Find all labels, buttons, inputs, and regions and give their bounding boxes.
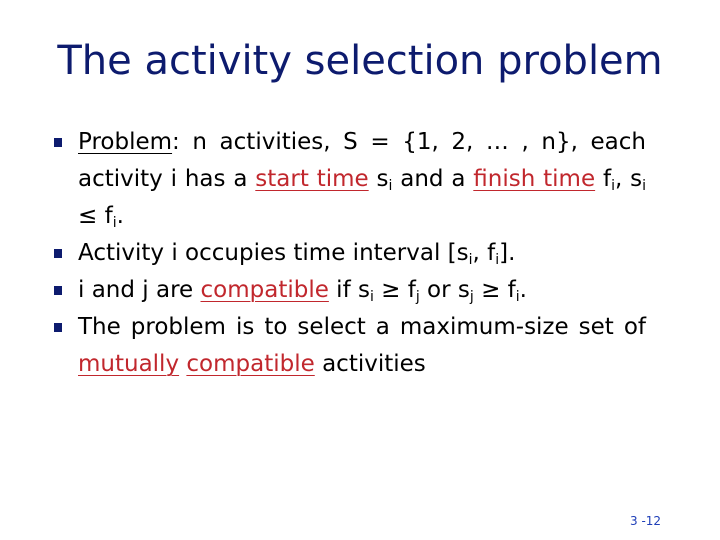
s-var: s <box>368 166 389 192</box>
slide-title: The activity selection problem <box>57 38 663 84</box>
compatible-term: compatible <box>200 277 329 303</box>
s-var: , s <box>614 166 643 192</box>
start-time-term: start time <box>255 166 369 192</box>
bullet-list <box>46 124 646 383</box>
period: . <box>519 277 527 303</box>
bullet-interval <box>46 235 646 272</box>
sub-j: j <box>469 289 474 305</box>
interval-mid: , f <box>472 240 496 266</box>
page-number: 3 -12 <box>630 514 662 528</box>
compatible-if: if s <box>328 277 370 303</box>
f-var: f <box>595 166 612 192</box>
sub-i: i <box>515 289 520 305</box>
bullet-square-icon <box>54 286 62 295</box>
or-s: or s <box>419 277 470 303</box>
problem-label: Problem <box>78 129 173 155</box>
leq-f: ≤ f <box>78 203 113 229</box>
interval-end: ]. <box>499 240 516 266</box>
activities-text: activities <box>314 351 426 377</box>
compatible-text: i and j are <box>78 277 201 303</box>
interval-text: Activity i occupies time interval [s <box>78 240 469 266</box>
bullet-goal <box>46 309 646 383</box>
compatible-term: compatible <box>186 351 315 377</box>
bullet-square-icon <box>54 323 62 332</box>
sub-i: i <box>495 252 500 268</box>
bullet-square-icon <box>54 138 62 147</box>
bullet-square-icon <box>54 249 62 258</box>
problem-text: : n activities, S = {1, 2, … , n}, each activity i has a <box>78 129 646 192</box>
goal-text: The problem is to select a maximum-size set of <box>78 314 646 340</box>
sub-i: i <box>468 252 473 268</box>
finish-time-term: finish time <box>473 166 596 192</box>
bullet-compatible <box>46 272 646 309</box>
sub-j: j <box>415 289 420 305</box>
sub-i: i <box>642 178 646 194</box>
mutually-term: mutually <box>78 351 180 377</box>
sub-i: i <box>611 178 615 194</box>
sub-i: i <box>388 178 393 194</box>
period: . <box>116 203 124 229</box>
sub-i: i <box>369 289 374 305</box>
problem-text-and: and a <box>392 166 474 192</box>
geq-f: ≥ f <box>373 277 416 303</box>
sub-i: i <box>112 215 117 231</box>
bullet-problem <box>46 124 646 235</box>
geq-f: ≥ f <box>473 277 516 303</box>
